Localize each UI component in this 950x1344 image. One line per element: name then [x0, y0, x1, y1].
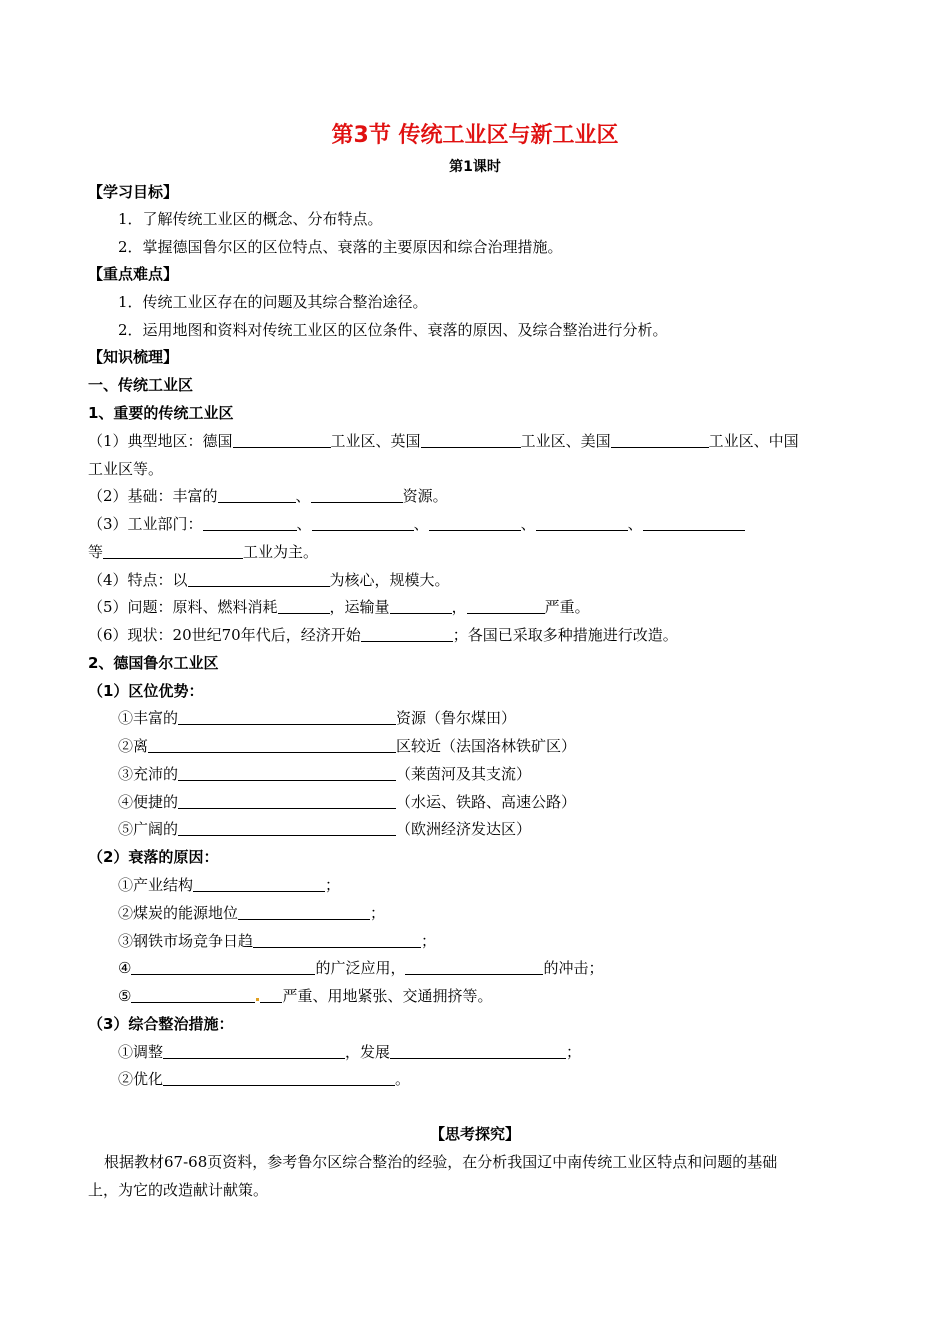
answer-blank[interactable] — [203, 515, 297, 531]
decline-item: ③钢铁市场竞争日趋 ； — [118, 932, 437, 950]
keypoint-item: 2．运用地图和资料对传统工业区的区位条件、衰落的原因、及综合整治进行分析。 — [118, 321, 668, 339]
fill-line-sectors: （3）工业部门： 、 、 、 、 — [88, 514, 745, 534]
answer-blank[interactable] — [163, 1043, 345, 1059]
goals-header: 【学习目标】 — [88, 183, 179, 201]
ruhr-decline-header: （2）衰落的原因： — [88, 848, 219, 866]
answer-blank[interactable] — [611, 432, 709, 448]
fill-line-status: （6）现状：20世纪70年代后，经济开始 ；各国已采取多种措施进行改造。 — [88, 626, 678, 644]
answer-blank[interactable] — [131, 959, 315, 975]
decline-item: ④ 的广泛应用， 的冲击； — [118, 959, 604, 977]
answer-blank[interactable] — [536, 515, 628, 531]
decline-item: ⑤ 严重、用地紧张、交通拥挤等。 — [118, 987, 493, 1005]
goal-item: 2．掌握德国鲁尔区的区位特点、衰落的主要原因和综合治理措施。 — [118, 238, 563, 256]
goal-item: 1．了解传统工业区的概念、分布特点。 — [118, 210, 383, 228]
ruhr-measures-header: （3）综合整治措施： — [88, 1015, 234, 1033]
subsection-heading: 2、德国鲁尔工业区 — [88, 654, 219, 672]
answer-blank[interactable] — [193, 876, 325, 892]
fill-line-regions: （1）典型地区：德国 工业区、英国 工业区、美国 工业区、中国 — [88, 432, 799, 450]
answer-blank[interactable] — [148, 737, 396, 753]
answer-blank[interactable] — [178, 820, 396, 836]
fill-line-foundation: （2）基础：丰富的 、 资源。 — [88, 487, 448, 505]
answer-blank[interactable] — [253, 932, 421, 948]
advantage-item: ⑤广阔的 （欧洲经济发达区） — [118, 820, 532, 838]
answer-blank[interactable] — [390, 598, 452, 614]
answer-blank[interactable] — [238, 904, 370, 920]
decline-item: ①产业结构 ； — [118, 876, 341, 894]
fill-line-problems: （5）问题：原料、燃料消耗 ，运输量 ， 严重。 — [88, 598, 590, 616]
fill-line-regions-cont: 工业区等。 — [88, 460, 164, 478]
subsection-heading: 1、重要的传统工业区 — [88, 404, 234, 422]
answer-blank[interactable] — [218, 487, 296, 503]
answer-blank[interactable] — [103, 543, 243, 559]
answer-blank[interactable] — [278, 598, 330, 614]
answer-blank[interactable] — [178, 709, 396, 725]
answer-blank[interactable] — [429, 515, 521, 531]
explore-header: 【思考探究】 — [429, 1125, 520, 1143]
fill-line-features: （4）特点：以 为核心，规模大。 — [88, 571, 450, 589]
page-title: 第3节 传统工业区与新工业区 — [331, 123, 619, 148]
section-heading: 一、传统工业区 — [88, 376, 194, 394]
measure-item: ①调整 ，发展 ； — [118, 1043, 582, 1061]
explore-paragraph-cont: 上，为它的改造献计献策。 — [88, 1181, 269, 1199]
decline-item: ②煤炭的能源地位 ； — [118, 904, 386, 922]
answer-blank[interactable] — [390, 1043, 566, 1059]
answer-blank[interactable] — [233, 432, 331, 448]
answer-blank[interactable] — [188, 571, 330, 587]
page-subtitle: 第1课时 — [449, 159, 501, 175]
answer-blank[interactable] — [312, 515, 414, 531]
knowledge-header: 【知识梳理】 — [88, 348, 179, 366]
answer-blank[interactable] — [311, 487, 403, 503]
answer-blank[interactable] — [467, 598, 545, 614]
answer-blank[interactable] — [421, 432, 521, 448]
answer-blank[interactable] — [260, 987, 282, 1003]
answer-blank[interactable] — [405, 959, 543, 975]
dot-mark — [256, 998, 259, 1001]
explore-paragraph: 根据教材67-68页资料，参考鲁尔区综合整治的经验，在分析我国辽中南传统工业区特点和问题的基础 — [104, 1153, 778, 1171]
keypoints-header: 【重点难点】 — [88, 265, 179, 283]
answer-blank[interactable] — [131, 987, 255, 1003]
answer-blank[interactable] — [178, 765, 396, 781]
answer-blank[interactable] — [178, 793, 396, 809]
ruhr-advantages-header: （1）区位优势： — [88, 682, 204, 700]
advantage-item: ③充沛的 （莱茵河及其支流） — [118, 765, 532, 783]
advantage-item: ④便捷的 （水运、铁路、高速公路） — [118, 793, 577, 811]
keypoint-item: 1．传统工业区存在的问题及其综合整治途径。 — [118, 293, 428, 311]
advantage-item: ②离 区较近（法国洛林铁矿区） — [118, 737, 577, 755]
advantage-item: ①丰富的 资源（鲁尔煤田） — [118, 709, 517, 727]
answer-blank[interactable] — [361, 626, 453, 642]
measure-item: ②优化 。 — [118, 1070, 411, 1088]
answer-blank[interactable] — [163, 1070, 395, 1086]
answer-blank[interactable] — [643, 515, 745, 531]
fill-line-sectors-cont: 等 工业为主。 — [88, 543, 319, 561]
